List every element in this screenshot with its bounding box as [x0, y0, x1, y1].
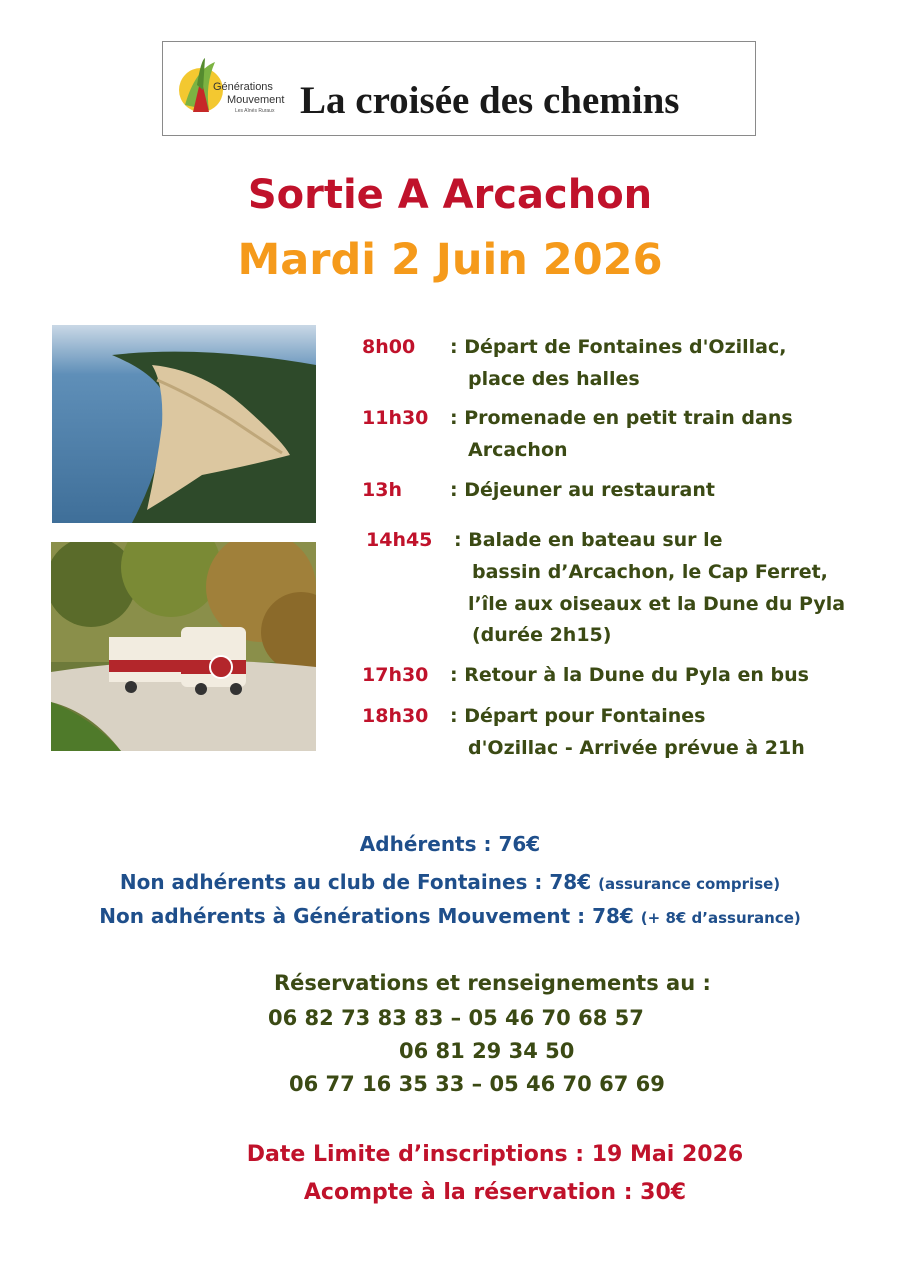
- logo-line2: Mouvement: [227, 94, 285, 106]
- time-5: 18h30: [362, 705, 429, 727]
- generations-mouvement-logo: [175, 50, 290, 128]
- event-title: Sortie A Arcachon: [247, 172, 653, 218]
- petit-train-photo: [51, 542, 316, 751]
- logo-line1: Générations: [213, 81, 273, 93]
- desc-5-line1: d'Ozillac - Arrivée prévue à 21h: [468, 737, 805, 759]
- price-non-members-club-text: Non adhérents au club de Fontaines : 78€: [119, 870, 592, 894]
- price-members-text: Adhérents : 76€: [359, 832, 541, 856]
- time-4: 17h30: [362, 664, 429, 686]
- desc-3-line1: bassin d’Arcachon, le Cap Ferret,: [472, 561, 828, 583]
- phone-line-1: 06 81 29 34 50: [399, 1039, 575, 1063]
- time-0: 8h00: [362, 336, 416, 358]
- desc-1-line1: Arcachon: [468, 439, 568, 461]
- price-non-members-club-note: (assurance comprise): [598, 875, 781, 893]
- time-1: 11h30: [362, 407, 429, 429]
- header-box: [162, 41, 756, 136]
- desc-3-line3: (durée 2h15): [472, 624, 612, 646]
- reservations-label: Réservations et renseignements au :: [274, 971, 711, 995]
- registration-deadline: Date Limite d’inscriptions : 19 Mai 2026: [246, 1142, 744, 1167]
- desc-0-line1: place des halles: [468, 368, 640, 390]
- desc-1-line0: : Promenade en petit train dans: [450, 407, 793, 429]
- price-non-members-gm: [0, 904, 900, 928]
- desc-5-line0: : Départ pour Fontaines: [450, 705, 706, 727]
- deposit-amount: Acompte à la réservation : 30€: [303, 1180, 687, 1205]
- time-2: 13h: [362, 479, 402, 501]
- dune-du-pyla-photo: [52, 325, 316, 523]
- phone-line-2: 06 77 16 35 33 – 05 46 70 67 69: [289, 1072, 665, 1096]
- price-non-members-club: [0, 870, 900, 894]
- logo-tagline: Les Aînés Ruraux: [235, 108, 275, 114]
- phone-line-0: 06 82 73 83 83 – 05 46 70 68 57: [268, 1006, 644, 1030]
- desc-4-line0: : Retour à la Dune du Pyla en bus: [450, 664, 809, 686]
- price-non-members-gm-text: Non adhérents à Générations Mouvement : 78€: [99, 904, 634, 928]
- club-title: La croisée des chemins: [300, 79, 680, 122]
- desc-3-line2: l’île aux oiseaux et la Dune du Pyla: [468, 593, 846, 615]
- desc-0-line0: : Départ de Fontaines d'Ozillac,: [450, 336, 787, 358]
- desc-2-line0: : Déjeuner au restaurant: [450, 479, 715, 501]
- event-date: Mardi 2 Juin 2026: [237, 235, 663, 285]
- desc-3-line0: : Balade en bateau sur le: [454, 529, 723, 551]
- time-3: 14h45: [366, 529, 433, 551]
- price-members: [0, 832, 900, 856]
- price-non-members-gm-note: (+ 8€ d’assurance): [640, 909, 801, 927]
